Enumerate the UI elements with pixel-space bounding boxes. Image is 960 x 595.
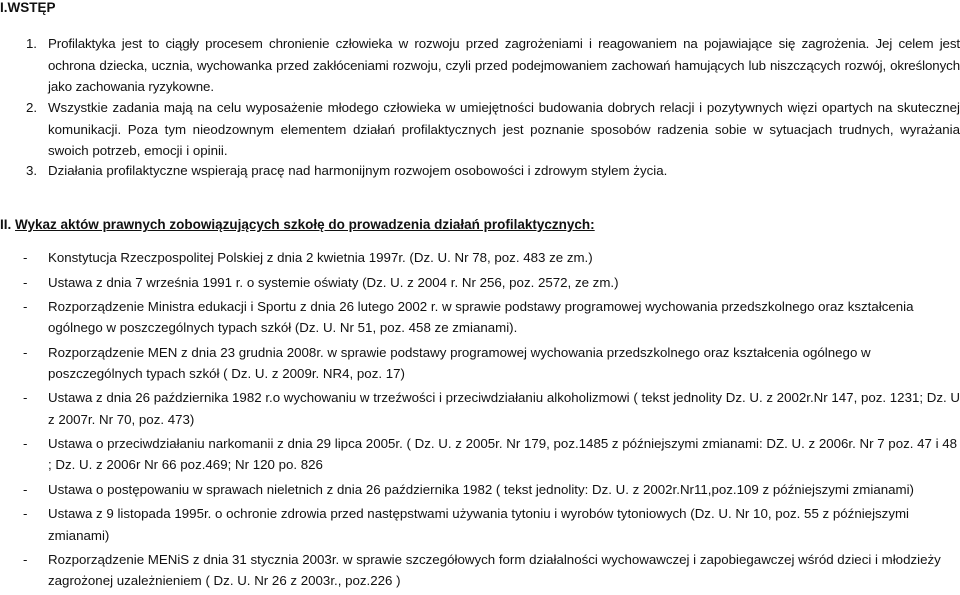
section-2-title: Wykaz aktów prawnych zobowiązujących szkołę do prowadzenia działań profilaktycznych: (15, 217, 595, 232)
intro-item-number: 1. (26, 36, 37, 51)
list-item (0, 503, 960, 545)
list-item-text: Ustawa z dnia 7 września 1991 r. o systemie oświaty (Dz. U. z 2004 r. Nr 256, poz. 2572, ze zm.) (48, 274, 619, 290)
list-item (0, 342, 960, 384)
intro-item-text: Profilaktyka jest to ciągły procesem chronienie człowieka w rozwoju przed zagrożeniami i reagowaniem na pojawiające się zagrożenia. Jej celem jest ochrona dziecka, ucznia, wychowanka przed zakłóceniami rozwoju, czyli przed podejmowaniem zachowań hamujących lub niszczących rozwój, określonych jako zachowania ryzykowne. (48, 36, 960, 94)
list-bullet: - (23, 299, 28, 314)
intro-item-text: Wszystkie zadania mają na celu wyposażenie młodego człowieka w umiejętności budowania dobrych relacji i pozytywnych więzi opartych na skutecznej komunikacji. Poza tym nieodzownym elementem działań profilaktycznych jest poznanie sposobów radzenia sobie w sytuacjach trudnych, wyrażania swoich potrzeb, emocji i opinii. (48, 100, 960, 158)
list-item-text: Ustawa z 9 listopada 1995r. o ochronie zdrowia przed następstwami używania tytoniu i wyrobów tytoniowych (Dz. U. Nr 10, poz. 55 z późniejszymi zmianami) (48, 506, 909, 543)
list-bullet: - (23, 436, 28, 452)
list-item-text: Konstytucja Rzeczpospolitej Polskiej z dnia 2 kwietnia 1997r. (Dz. U. Nr 78, poz. 483 ze zm.) (48, 250, 593, 265)
list-bullet: - (23, 344, 28, 360)
intro-item-number: 3. (26, 163, 38, 178)
intro-item-1 (26, 33, 960, 98)
list-item (0, 272, 960, 293)
list-item-text: Ustawa o przeciwdziałaniu narkomanii z dnia 29 lipca 2005r. ( Dz. U. z 2005r. Nr 179, poz.1485 z późniejszymi zmianami: DZ. U. z 2006r. Nr 7 poz. 47 i 48 ; Dz. U. z 2006r Nr 66 poz.469; Nr 120 po. 826 (48, 436, 958, 473)
list-bullet: - (23, 506, 28, 522)
list-item (0, 387, 960, 429)
list-item (0, 479, 960, 500)
section-2-heading (0, 217, 595, 233)
list-item-text: Ustawa o postępowaniu w sprawach nieletnich z dnia 26 października 1982 ( tekst jednolity: Dz. U. z 2002r.Nr11,poz.109 z późniejszymi zmianami) (48, 481, 914, 497)
section-1-heading: I.WSTĘP (0, 0, 56, 15)
list-item (0, 247, 960, 268)
list-bullet: - (23, 552, 28, 568)
list-bullet: - (23, 481, 28, 497)
list-item-text: Ustawa z dnia 26 października 1982 r.o wychowaniu w trzeźwości i przeciwdziałaniu alkoholizmowi ( tekst jednolity Dz. U. z 2002r.Nr 147, poz. 1231; Dz. U z 2007r. Nr 70, poz. 473) (48, 390, 960, 427)
list-item-text: Rozporządzenie Ministra edukacji i Sportu z dnia 26 lutego 2002 r. w sprawie podstawy programowej wychowania przedszkolnego oraz kształcenia ogólnego w poszczególnych typach szkół (Dz. U. Nr 51, poz. 458 ze zmianami). (48, 299, 914, 336)
list-item (0, 296, 960, 338)
intro-item-text: Działania profilaktyczne wspierają pracę nad harmonijnym rozwojem osobowości i zdrowym stylem życia. (48, 163, 668, 178)
list-bullet: - (23, 250, 28, 265)
list-item (0, 549, 960, 591)
list-item (0, 433, 960, 475)
intro-item-2 (26, 97, 960, 162)
list-item-text: Rozporządzenie MENiS z dnia 31 stycznia 2003r. w sprawie szczegółowych form działalności wychowawczej i zapobiegawczej wśród dzieci i młodzieży zagrożonej uzależnieniem ( Dz. U. Nr 26 z 2003r., poz.226 ) (48, 552, 941, 589)
intro-item-number: 2. (26, 100, 38, 115)
list-item-text: Rozporządzenie MEN z dnia 23 grudnia 2008r. w sprawie podstawy programowej wychowania przedszkolnego oraz kształcenia ogólnego w poszczególnych typach szkół ( Dz. U. z 2009r. NR4, poz. 17) (48, 344, 871, 381)
section-2-number: II. (0, 217, 12, 232)
legal-acts-list (0, 247, 960, 595)
list-bullet: - (23, 274, 28, 290)
list-bullet: - (23, 390, 28, 406)
intro-item-3 (26, 160, 960, 182)
